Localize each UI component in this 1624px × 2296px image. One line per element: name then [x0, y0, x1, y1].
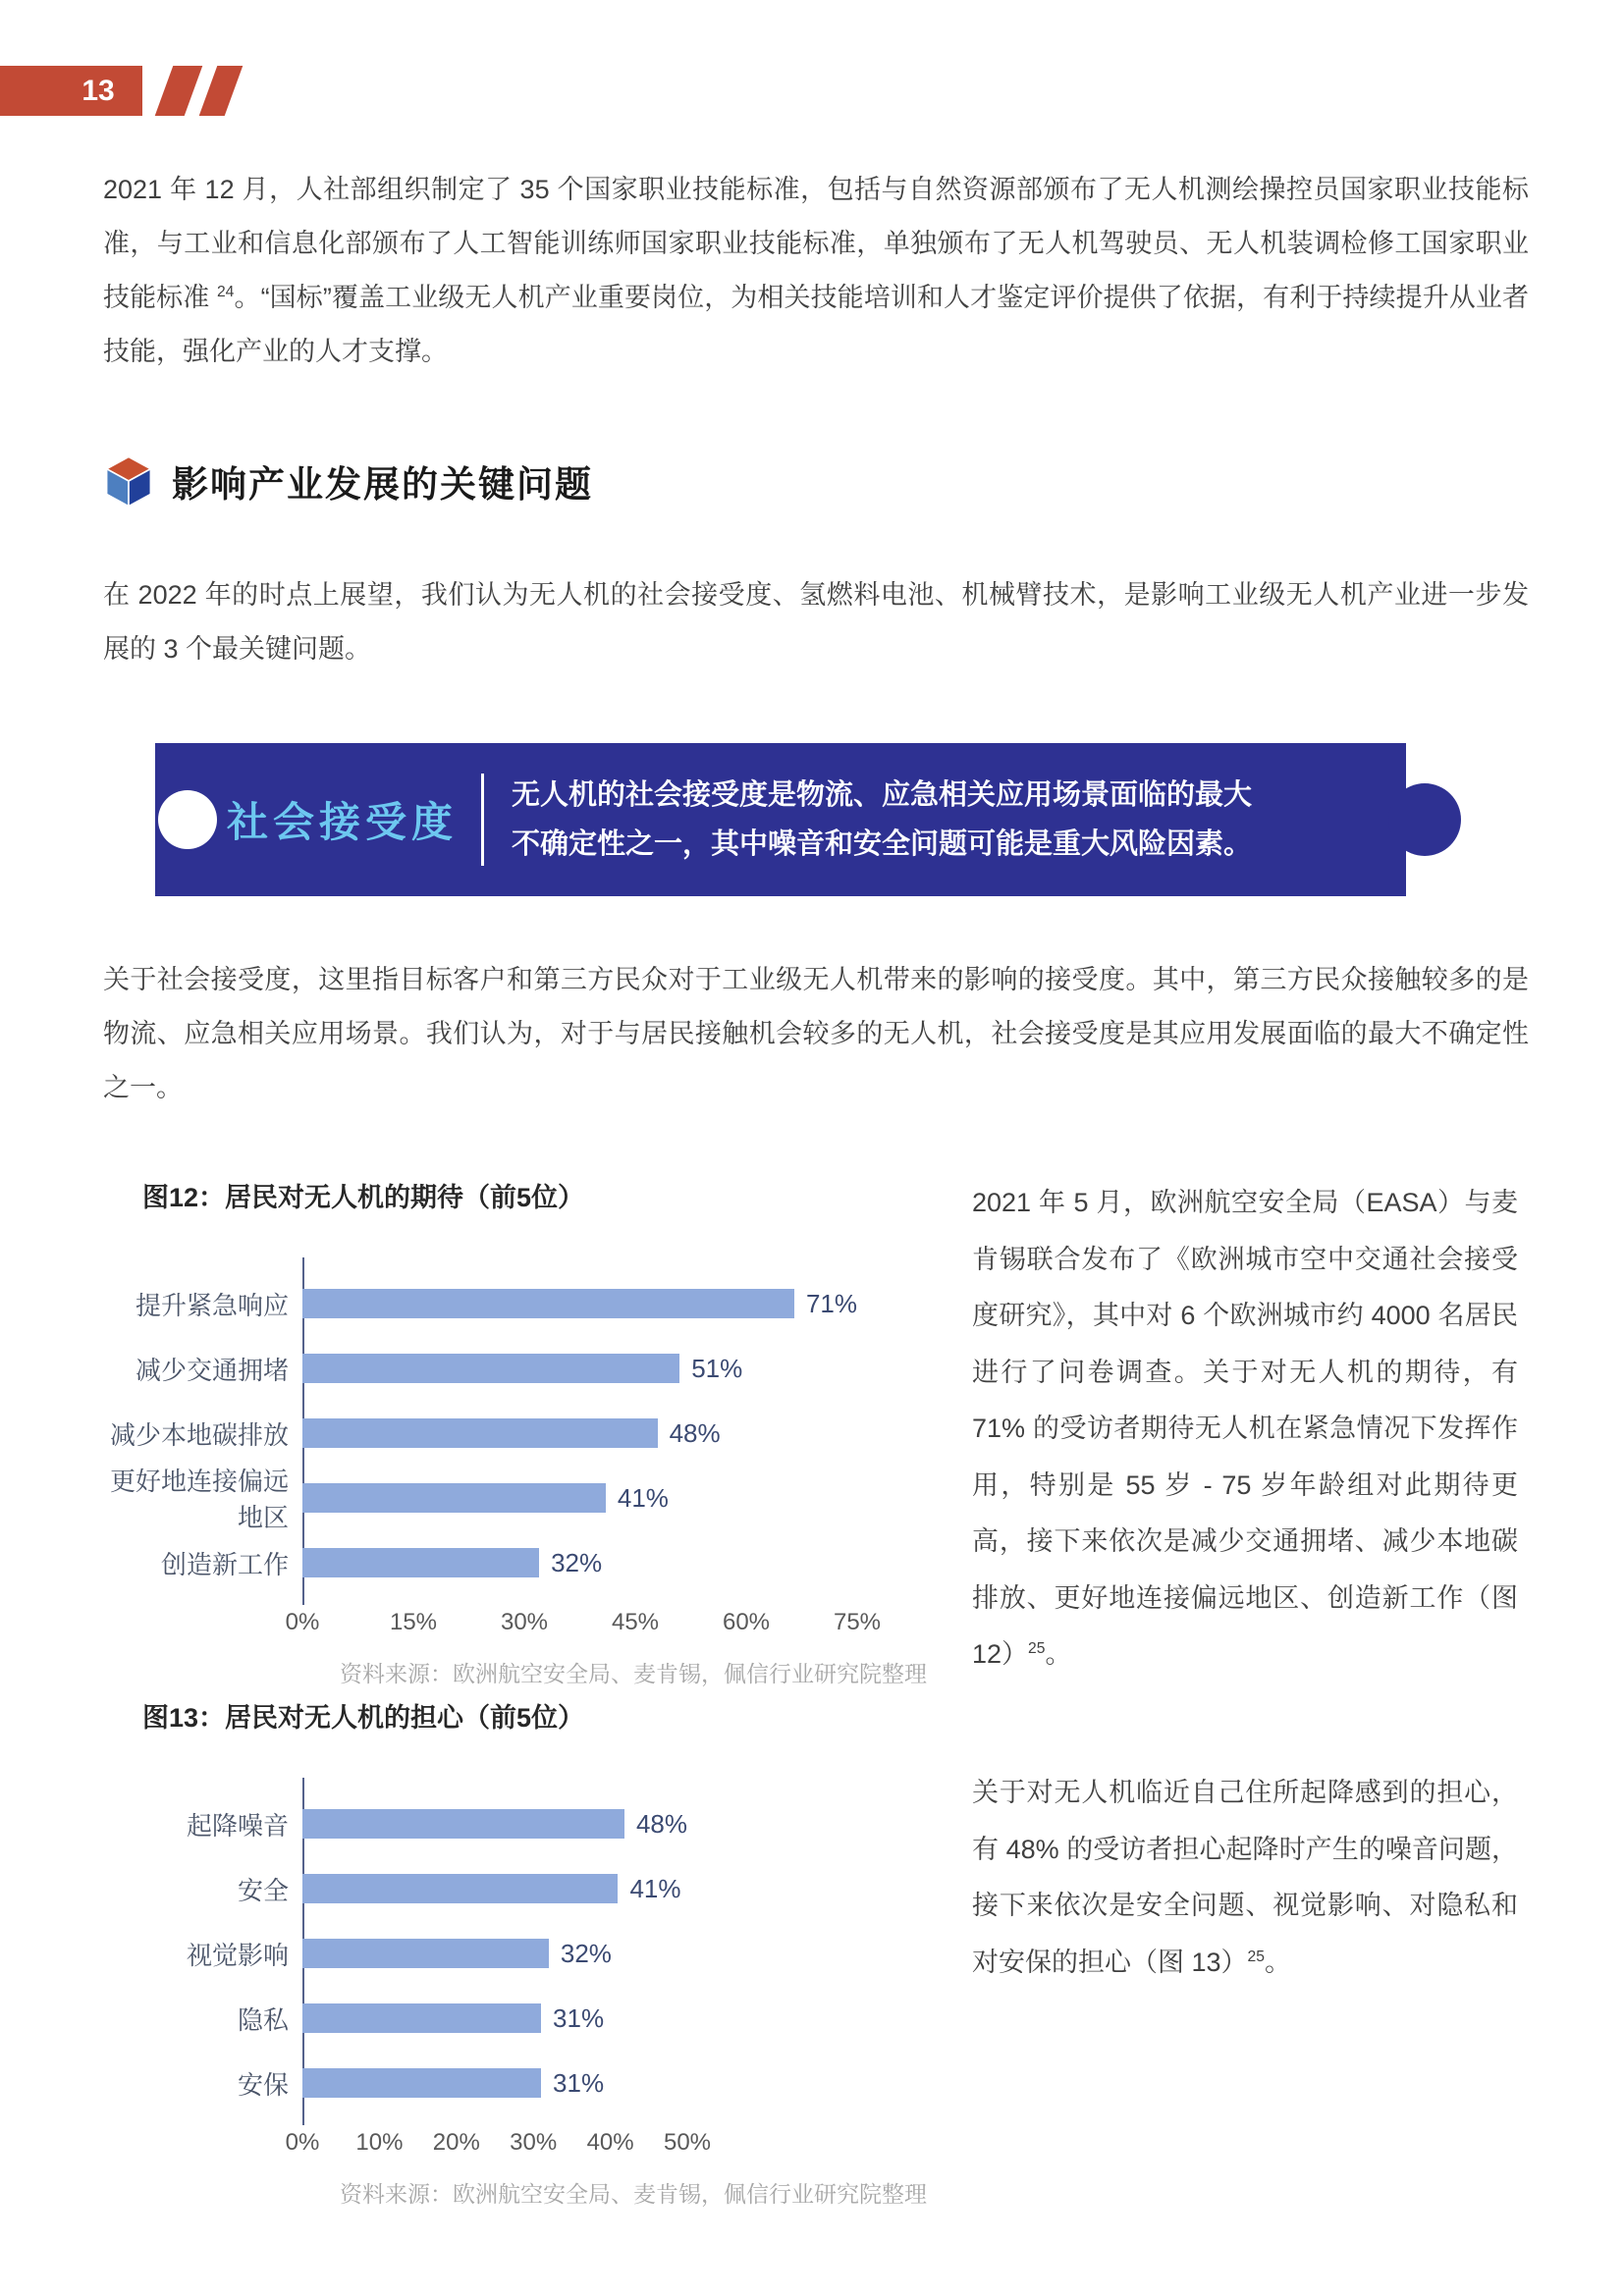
chart-bar — [302, 2068, 541, 2098]
footnote-marker: 25 — [1028, 1640, 1046, 1657]
chart-bar — [302, 1354, 679, 1383]
chart-row — [98, 1856, 945, 1921]
vertical-divider — [481, 774, 484, 866]
paragraph-text: 。 — [1264, 1947, 1291, 1977]
paragraph-text: 。“国标”覆盖工业级无人机产业重要岗位，为相关技能培训和人才鉴定评价提供了依据，有利于持续提升从业者技能，强化产业的人才支撑。 — [103, 283, 1529, 366]
chart-category-label: 创造新工作 — [160, 1549, 289, 1579]
bar-chart — [98, 1257, 945, 1640]
section-heading — [101, 454, 593, 508]
paragraph-text: 。 — [1045, 1639, 1072, 1669]
topic-label: 社会接受度 — [227, 799, 459, 845]
chart-row — [98, 1791, 945, 1856]
chart-bar — [302, 1418, 658, 1448]
chart-row — [98, 1271, 945, 1336]
chart-value-label: 31% — [553, 2067, 605, 2098]
body-paragraph — [103, 163, 1529, 379]
chart-category-label: 视觉影响 — [186, 1940, 289, 1970]
chart-bar-track — [302, 1791, 687, 1856]
chart-category-label: 安保 — [237, 2069, 289, 2100]
chart-value-label: 48% — [669, 1417, 721, 1448]
chart-rows — [98, 1791, 945, 2115]
chart-bar-track — [302, 1336, 857, 1401]
chart-bar — [302, 2003, 541, 2033]
paragraph-text: 2021 年 5 月，欧洲航空安全局（EASA）与麦肯锡联合发布了《欧洲城市空中交通社会接受度研究》，其中对 6 个欧洲城市约 4000 名居民进行了问卷调查。关于对无人机的期待，有 71% 的受访者期待无人机在紧急情况下发挥作用，特别是 55 岁 - 75 岁年龄组对此期待更高，接下来依次是减少交通拥堵、减少本地碳排放、更好地连接偏远地区、创造新工作（图 12） — [972, 1188, 1518, 1669]
chart-value-label: 31% — [553, 2002, 605, 2033]
chart-category-label: 提升紧急响应 — [135, 1290, 289, 1320]
topic-description — [512, 771, 1252, 869]
chart-row — [98, 1336, 945, 1401]
chart-value-label: 71% — [805, 1288, 857, 1318]
body-paragraph: 关于社会接受度，这里指目标客户和第三方民众对于工业级无人机带来的影响的接受度。其中，第三方民众接触较多的是物流、应急相关应用场景。我们认为，对于与居民接触机会较多的无人机，社会接受度是其应用发展面临的最大不确定性之一。 — [103, 965, 1529, 1102]
chart-rows — [98, 1271, 945, 1595]
chart-bar — [302, 1809, 624, 1839]
chart-bar — [302, 1939, 549, 1968]
chart-bar — [302, 1289, 794, 1318]
chart-value-label: 32% — [560, 1938, 612, 1968]
paragraph-text: 关于对无人机临近自己住所起降感到的担心，有 48% 的受访者担心起降时产生的噪音问题，接下来依次是安全问题、视觉影响、对隐私和对安保的担心（图 13） — [972, 1778, 1518, 1977]
chart-category-label: 起降噪音 — [186, 1810, 289, 1841]
chart-bar — [302, 1874, 618, 1903]
side-paragraph — [972, 1175, 1518, 1683]
figure-12 — [98, 1176, 945, 1688]
topic-line: 不确定性之一，其中噪音和安全问题可能是重大风险因素。 — [512, 828, 1253, 860]
section-title: 影响产业发展的关键问题 — [172, 464, 593, 505]
figure-13 — [98, 1696, 945, 2209]
axis-tick-label: 75% — [833, 1609, 882, 1635]
axis-tick-label: 30% — [500, 1609, 549, 1635]
key-topic-banner — [155, 743, 1406, 896]
chart-category-label: 安全 — [237, 1875, 289, 1905]
chart-row — [98, 1530, 945, 1595]
puzzle-tab-shape — [1388, 783, 1461, 856]
chart-bar — [302, 1548, 539, 1577]
chart-plot-area — [98, 1778, 945, 2125]
chart-value-label: 41% — [617, 1482, 669, 1513]
chart-bar-track — [302, 1401, 857, 1466]
figure-title: 图12：居民对无人机的期待（前5位） — [142, 1183, 585, 1212]
axis-tick-label: 20% — [432, 2129, 480, 2156]
topic-line: 无人机的社会接受度是物流、应急相关应用场景面临的最大 — [512, 779, 1253, 811]
cube-icon — [101, 454, 156, 508]
side-paragraph — [972, 1765, 1518, 1991]
chart-bar-track — [302, 1986, 687, 2051]
footnote-marker: 24 — [216, 284, 235, 300]
chart-value-label: 48% — [635, 1808, 687, 1839]
chart-row — [98, 2051, 945, 2115]
axis-tick-label: 60% — [722, 1609, 771, 1635]
axis-tick-label: 45% — [611, 1609, 660, 1635]
footnote-marker: 25 — [1247, 1948, 1265, 1965]
chart-category-label: 减少本地碳排放 — [109, 1419, 289, 1450]
axis-tick-label: 10% — [355, 2129, 404, 2156]
chart-bar-track — [302, 2051, 687, 2115]
chart-bar-track — [302, 1856, 687, 1921]
chart-bar — [302, 1483, 606, 1513]
chart-value-label: 32% — [551, 1547, 603, 1577]
chart-bar-track — [302, 1271, 857, 1336]
header-slash-icon — [155, 66, 203, 116]
body-paragraph: 在 2022 年的时点上展望，我们认为无人机的社会接受度、氢燃料电池、机械臂技术，是影响工业级无人机产业进一步发展的 3 个最关键问题。 — [103, 580, 1529, 664]
chart-bar-track — [302, 1466, 857, 1530]
chart-category-label: 减少交通拥堵 — [135, 1355, 289, 1385]
chart-bar-track — [302, 1921, 687, 1986]
axis-tick-label: 30% — [510, 2129, 558, 2156]
chart-value-label: 51% — [691, 1353, 743, 1383]
chart-source: 资料来源：欧洲航空安全局、麦肯锡，佩信行业研究院整理 — [340, 1661, 927, 1686]
axis-tick-label: 15% — [389, 1609, 438, 1635]
chart-row — [98, 1401, 945, 1466]
paragraph-text: 2021 年 12 月，人社部组织制定了 35 个国家职业技能标准，包括与自然资源部颁布了无人机测绘操控员国家职业技能标准，与工业和信息化部颁布了人工智能训练师国家职业技能标准，单独颁布了无人机驾驶员、无人机装调检修工国家职业技能标准 — [103, 175, 1529, 312]
axis-tick-label: 50% — [663, 2129, 712, 2156]
page-header-band — [0, 66, 234, 116]
chart-row — [98, 1921, 945, 1986]
chart-category-label: 隐私 — [237, 2004, 289, 2035]
header-slash-icon — [199, 66, 244, 116]
chart-value-label: 41% — [629, 1873, 681, 1903]
chart-plot-area — [98, 1257, 945, 1605]
axis-tick-label: 40% — [586, 2129, 634, 2156]
chart-category-label: 更好地连接偏远地区 — [109, 1467, 289, 1532]
axis-tick-label: 0% — [285, 1609, 320, 1635]
puzzle-notch-shape — [158, 790, 217, 849]
axis-tick-label: 0% — [285, 2129, 320, 2156]
axis-tick-row — [285, 2129, 712, 2161]
page-number: 13 — [0, 66, 142, 116]
chart-source: 资料来源：欧洲航空安全局、麦肯锡，佩信行业研究院整理 — [340, 2181, 927, 2207]
chart-bar-track — [302, 1530, 857, 1595]
bar-chart — [98, 1778, 945, 2161]
axis-tick-row — [285, 1609, 882, 1640]
chart-row — [98, 1466, 945, 1530]
figure-title: 图13：居民对无人机的担心（前5位） — [142, 1703, 585, 1733]
chart-row — [98, 1986, 945, 2051]
